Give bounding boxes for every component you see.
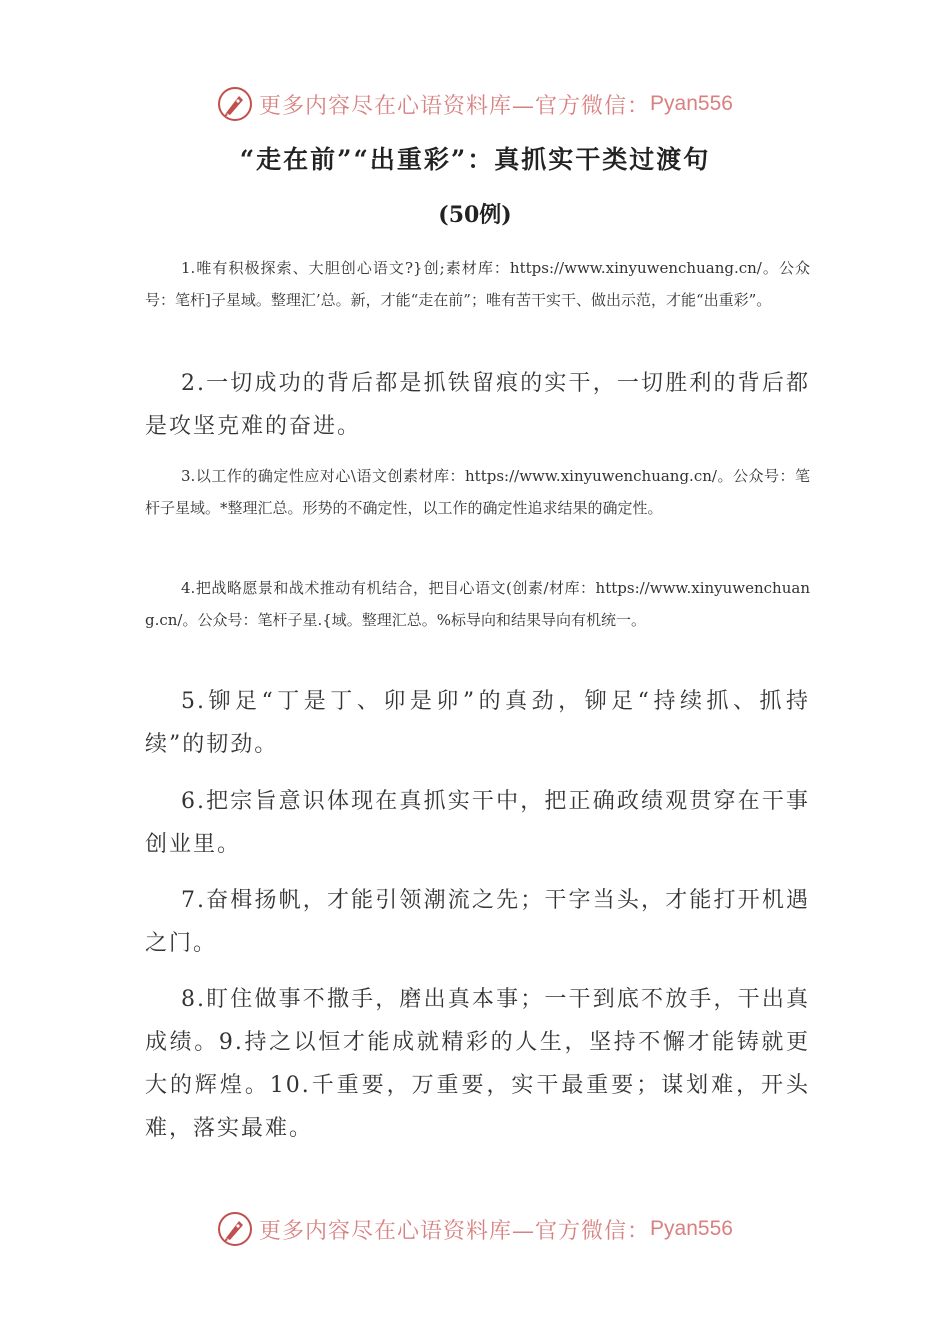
paragraph-8-block — [145, 978, 810, 1150]
paragraph-5-block — [145, 680, 810, 766]
pen-nib-logo-icon — [217, 1211, 253, 1247]
paragraph-2: 2.一切成功的背后都是抓铁留痕的实干，一切胜利的背后都是攻坚克难的奋进。 — [145, 371, 810, 439]
paragraph-3-block — [145, 460, 810, 524]
paragraph-8: 8.盯住做事不撒手，磨出真本事；一干到底不放手，干出真成绩。9.持之以恒才能成就精彩的人生，坚持不懈才能铸就更大的辉煌。10.千重要，万重要，实干最重要；谋划难，开头难，落实最难。 — [145, 987, 810, 1141]
header-watermark-banner — [0, 82, 950, 126]
banner-wechat-handle: Pyan556 — [650, 92, 733, 115]
paragraph-4: 4.把战略愿景和战术推动有机结合，把目心语文(创素/材库：https://www.xinyuwenchuang.cn/。公众号：笔杆子星.{域。整理汇总。%标导向和结果导向有机统一。 — [145, 579, 810, 629]
paragraph-6-block — [145, 780, 810, 866]
banner-text: 更多内容尽在心语资料库—官方微信： — [259, 1218, 651, 1244]
paragraph-6: 6.把宗旨意识体现在真抓实干中，把正确政绩观贯穿在干事创业里。 — [145, 789, 810, 857]
document-subtitle: (50例) — [438, 202, 512, 228]
banner-text: 更多内容尽在心语资料库—官方微信： — [259, 93, 651, 119]
paragraph-4-block — [145, 572, 810, 636]
banner-wechat-handle: Pyan556 — [650, 1217, 733, 1240]
document-title: “走在前”“出重彩”：真抓实干类过渡句 — [239, 145, 711, 174]
pen-nib-logo-icon — [217, 86, 253, 122]
paragraph-7-block — [145, 879, 810, 965]
footer-watermark-banner — [0, 1207, 950, 1251]
paragraph-2-block — [145, 362, 810, 448]
paragraph-7: 7.奋楫扬帆，才能引领潮流之先；干字当头，才能打开机遇之门。 — [145, 888, 810, 956]
paragraph-3: 3.以工作的确定性应对心\语文创素材库：https://www.xinyuwenchuang.cn/。公众号：笔杆子星域。*整理汇总。形势的不确定性，以工作的确定性追求结果的确定性。 — [145, 467, 810, 517]
paragraph-1-block — [145, 252, 810, 316]
paragraph-5: 5.铆足“丁是丁、卯是卯”的真劲，铆足“持续抓、抓持续”的韧劲。 — [145, 689, 810, 757]
paragraph-1: 1.唯有积极探索、大胆创心语文?}创;素材库：https://www.xinyuwenchuang.cn/。公众号：笔杆]子星域。整理汇’总。新，才能“走在前”；唯有苦干实干、做出示范，才能“出重彩”。 — [145, 259, 810, 309]
